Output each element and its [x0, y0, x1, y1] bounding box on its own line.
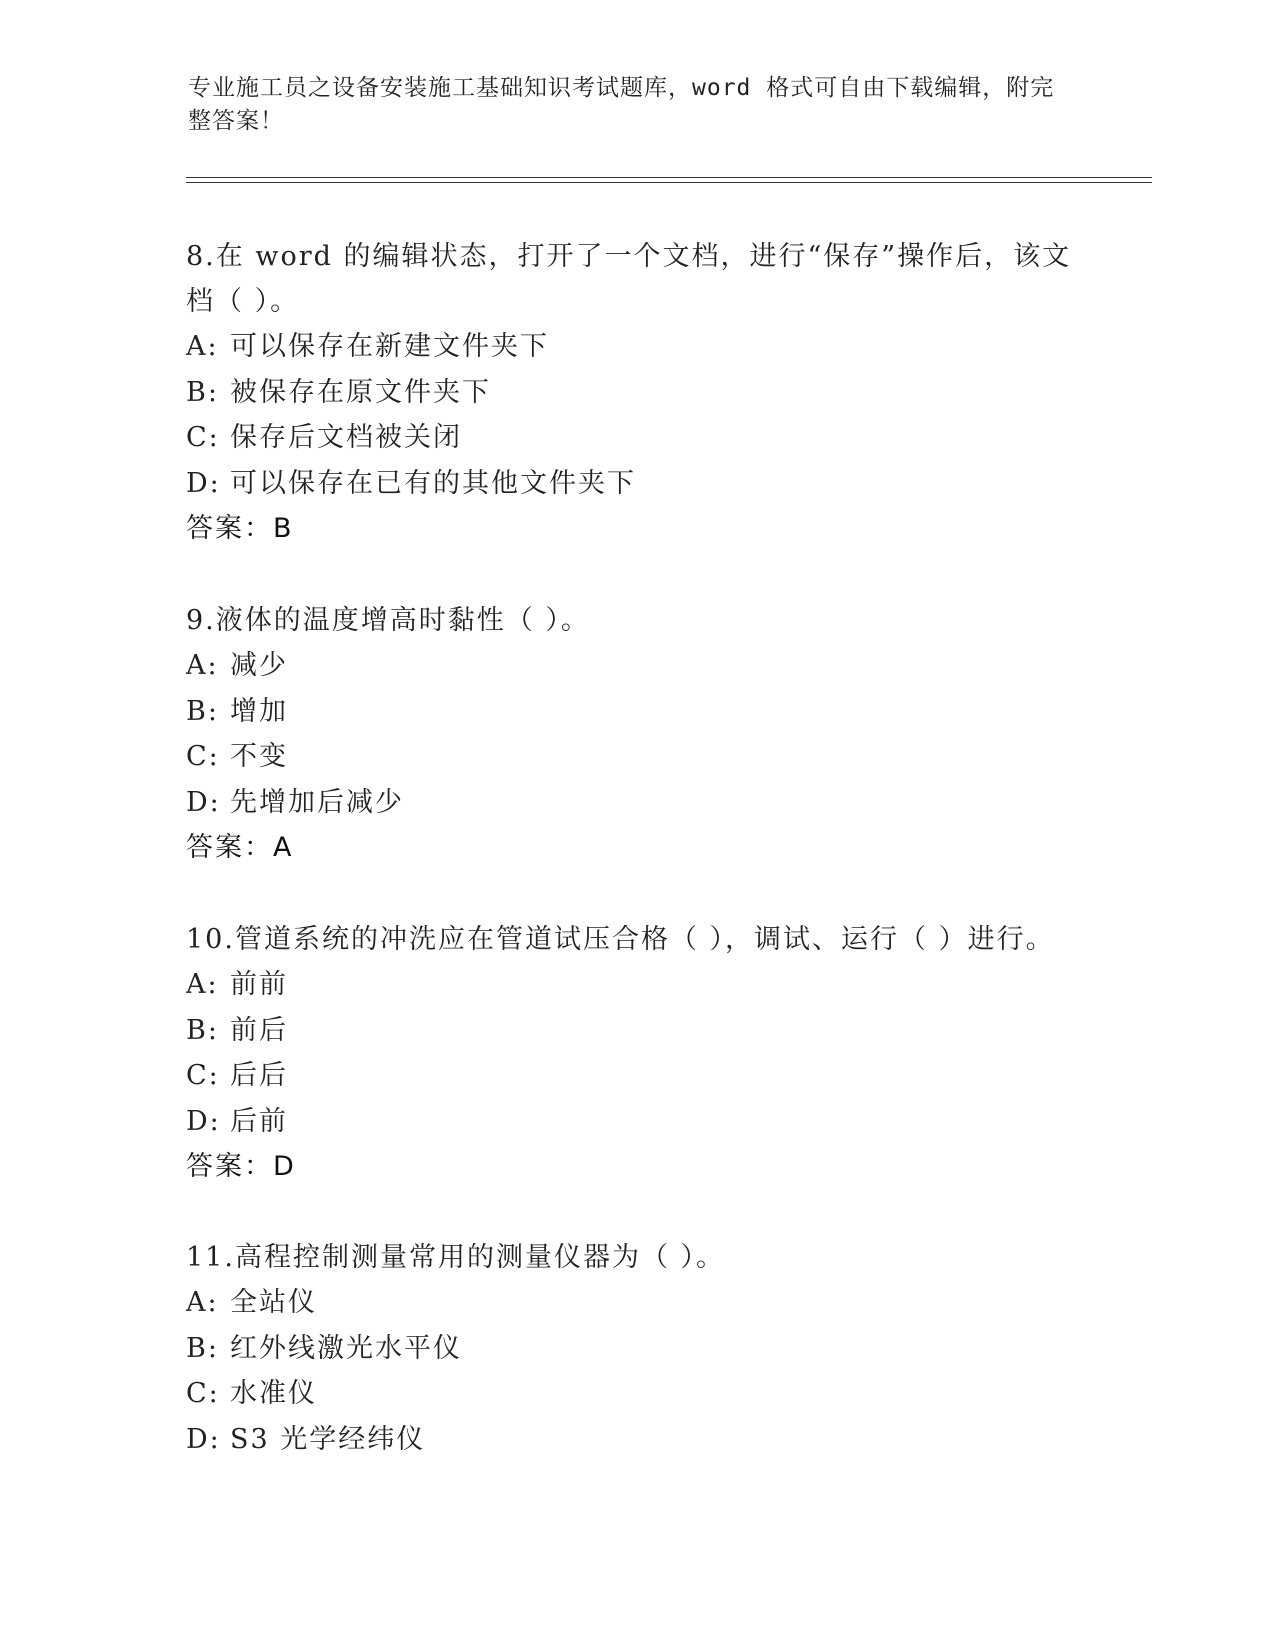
answer-line: 答案：D: [186, 1151, 296, 1182]
option-letter: D:: [186, 1423, 221, 1455]
question-stem: 11.高程控制测量常用的测量仪器为（ ）。: [186, 1242, 726, 1273]
option-a: [186, 643, 1086, 689]
option-letter: B:: [186, 1332, 219, 1364]
option-letter: A:: [186, 969, 219, 1000]
option-text: 水准仪: [230, 1378, 317, 1409]
option-a: [186, 1280, 1086, 1326]
option-text: 先增加后减少: [230, 786, 404, 818]
option-letter: C:: [186, 741, 220, 772]
option-text: 保存后文档被关闭: [230, 422, 462, 453]
option-b: [186, 689, 1086, 735]
option-text: 前后: [230, 1014, 288, 1046]
question-8: [186, 234, 1086, 551]
option-text: 全站仪: [230, 1287, 317, 1318]
question-stem: 9.液体的温度增高时黏性（ ）。: [186, 605, 590, 636]
option-text: 后后: [230, 1060, 288, 1091]
option-c: [186, 415, 1086, 461]
option-a: [186, 962, 1086, 1008]
option-text: 被保存在原文件夹下: [230, 376, 491, 408]
option-text: 减少: [230, 650, 288, 681]
option-letter: B:: [186, 695, 219, 727]
option-b: [186, 1008, 1086, 1054]
question-stem: 10.管道系统的冲洗应在管道试压合格（ ），调试、运行（ ）进行。: [186, 924, 1055, 955]
option-letter: D:: [186, 1105, 221, 1137]
option-text: 可以保存在新建文件夹下: [230, 331, 549, 362]
option-letter: C:: [186, 1378, 220, 1409]
question-stem: 8.在 word 的编辑状态，打开了一个文档，进行“保存”操作后，该文档（ ）。: [186, 241, 1072, 317]
answer-line: 答案：B: [186, 513, 294, 544]
option-letter: D:: [186, 467, 221, 499]
option-b: [186, 1326, 1086, 1372]
header-rule-top: [186, 177, 1152, 178]
option-a: [186, 324, 1086, 370]
question-10: [186, 917, 1086, 1189]
option-text: 后前: [230, 1105, 288, 1137]
document-header: 专业施工员之设备安装施工基础知识考试题库，word 格式可自由下载编辑，附完整答案！: [188, 75, 1055, 134]
answer-line: 答案：A: [186, 832, 294, 863]
option-letter: B:: [186, 1014, 219, 1046]
option-letter: A:: [186, 331, 219, 362]
option-letter: D:: [186, 786, 221, 818]
option-b: [186, 370, 1086, 416]
option-text: 不变: [230, 741, 288, 772]
option-letter: C:: [186, 422, 220, 453]
option-c: [186, 1053, 1086, 1099]
option-letter: A:: [186, 1287, 219, 1318]
option-d: [186, 1417, 1086, 1463]
option-letter: A:: [186, 650, 219, 681]
option-d: [186, 780, 1086, 826]
header-rule-bottom: [186, 182, 1152, 183]
option-text: 增加: [230, 695, 288, 727]
option-c: [186, 734, 1086, 780]
option-c: [186, 1371, 1086, 1417]
option-d: [186, 1099, 1086, 1145]
option-text: 可以保存在已有的其他文件夹下: [230, 467, 636, 499]
question-9: [186, 598, 1086, 870]
option-letter: C:: [186, 1060, 220, 1091]
option-text: S3 光学经纬仪: [230, 1423, 426, 1455]
option-d: [186, 461, 1086, 507]
option-letter: B:: [186, 376, 219, 408]
option-text: 红外线激光水平仪: [230, 1332, 462, 1364]
question-11: [186, 1235, 1086, 1462]
option-text: 前前: [230, 969, 288, 1000]
